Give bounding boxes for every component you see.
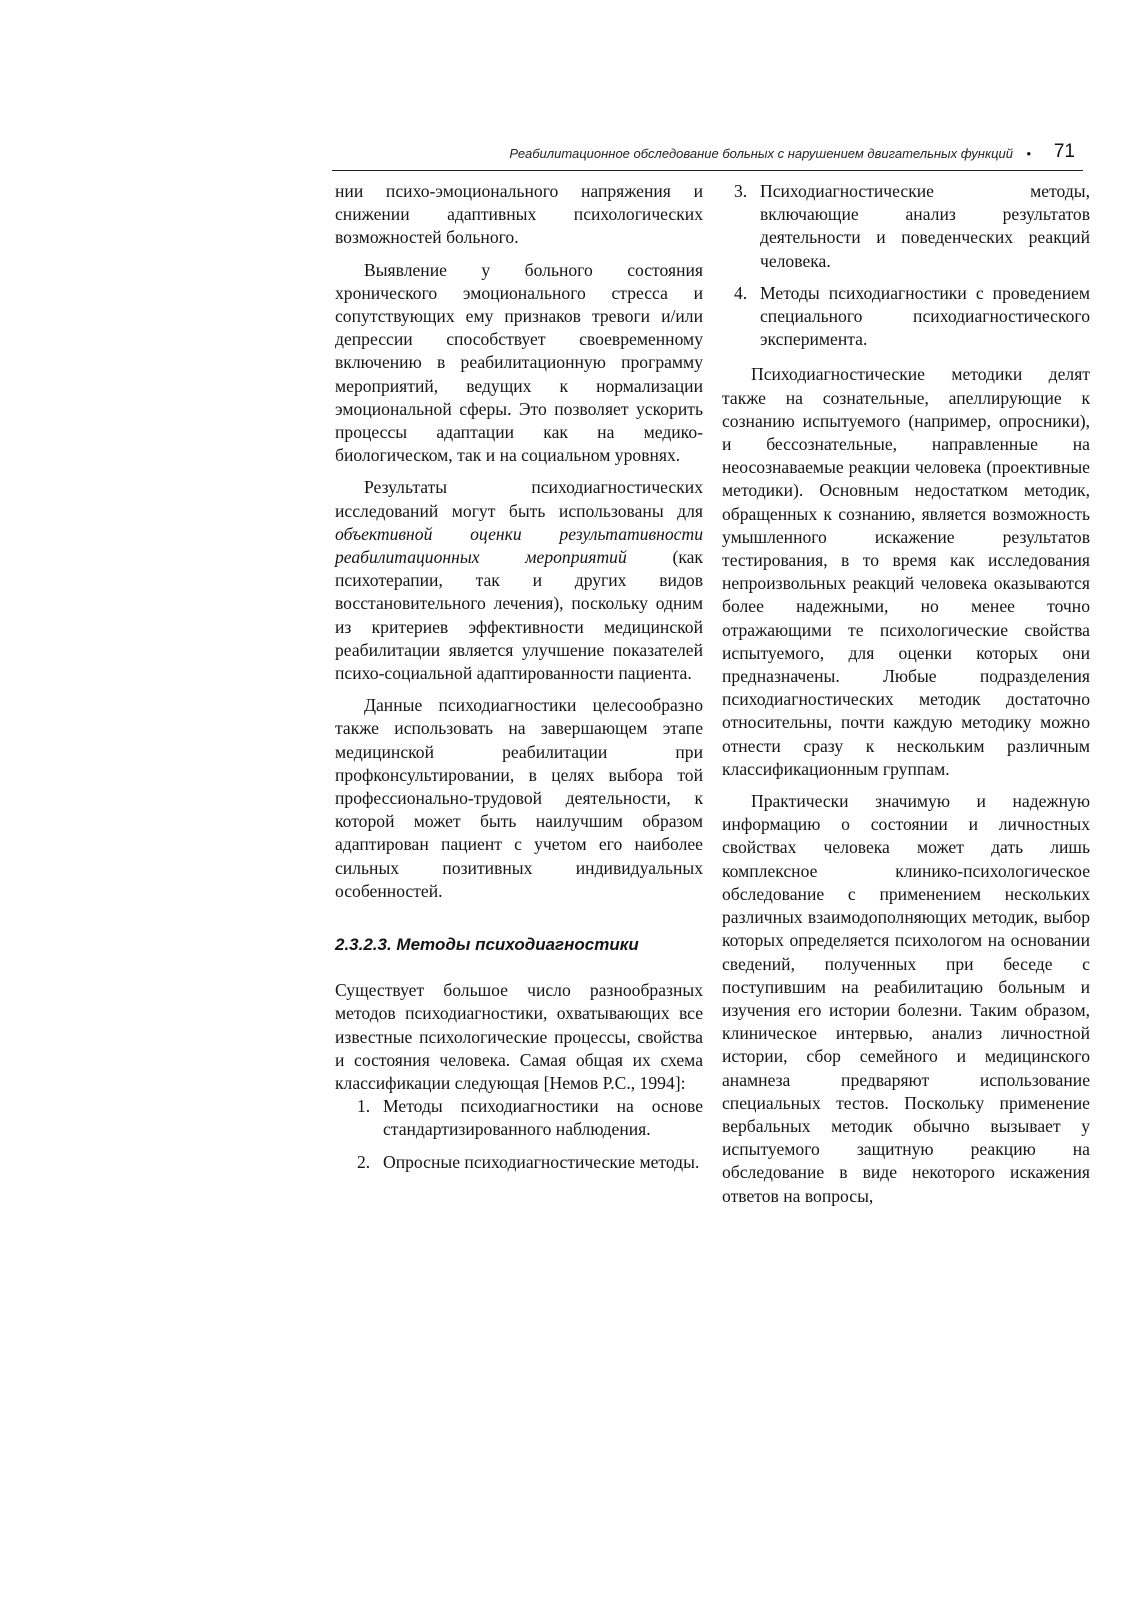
left-column: [335, 180, 703, 1183]
list-number: 4.: [734, 282, 748, 303]
page-number: 71: [1053, 141, 1075, 162]
section-heading: 2.3.2.3. Методы психодиагностики: [335, 935, 639, 955]
list-item: [357, 1095, 703, 1141]
page-header: [332, 140, 1083, 171]
list-item-text: Методы психодиагностики на основе стандартизированного наблюдения.: [383, 1096, 703, 1140]
list-item-text: Опросные психодиагностические методы.: [383, 1151, 700, 1172]
list-item-text: Психодиагностические методы, включающие анализ результатов деятельности и поведенческих реакций человека.: [760, 181, 1090, 271]
list-number: 2.: [357, 1151, 371, 1172]
paragraph: Психодиагностические методики делят также на сознательные, апеллирующие к сознанию испытуемого (например, опросники), и бессознательные, направленные на неосознаваемые реакции человека (проективные методики). Основным недостатком методик, обращенных к сознанию, является возможность умышленного искажение результатов тестирования, в то время как исследования непроизвольных реакций человека оказываются более надежными, но менее точно отражающими те психологические свойства испытуемого, для оценки которых они предназначены. Любые подразделения психодиагностических методик достаточно относительны, почти каждую методику можно отнести сразу к нескольким различным классификационным группам.: [722, 364, 1090, 779]
emphasized-text: объективной оценки результативности реабилитационных мероприятий: [335, 523, 703, 568]
running-title: Реабилитационное обследование больных с нарушением двигательных функций: [509, 146, 1013, 161]
header-bullet: •: [1026, 146, 1031, 161]
paragraph: Данные психодиагностики целесообразно также использовать на завершающем этапе медицинской реабилитации при профконсультировании, в целях выбора той профессионально-трудовой деятельности, к которой может быть наилучшим образом адаптирован пациент с учетом его наиболее сильных позитивных индивидуальных особенностей.: [335, 695, 703, 901]
list-item: [734, 180, 1090, 273]
paragraph: Практически значимую и надежную информацию о состоянии и личностных свойствах человека может дать лишь комплексное клинико-психологическое обследование с применением нескольких различных взаимодополняющих методик, выбор которых определяется психологом на основании сведений, полученных при беседе с поступившим на реабилитацию больным и изучения его истории болезни. Таким образом, клиническое интервью, анализ личностной истории, сбор семейного и медицинского анамнеза предваряют использование специальных тестов. Поскольку применение вербальных методик обычно вызывает у испытуемого защитную реакцию на обследование в виде некоторого искажения ответов на вопросы,: [722, 791, 1090, 1206]
paragraph-text: (как психотерапии, так и других видов восстановительного лечения), поскольку одним из критериев эффективности медицинской реабилитации является улучшение показателей психо-социальной адаптированности пациента.: [335, 547, 703, 684]
list-item: [357, 1151, 703, 1174]
list-item: [734, 282, 1090, 352]
paragraph-text: Результаты психодиагностических исследований могут быть использованы для: [335, 477, 703, 521]
list-number: 3.: [734, 181, 748, 201]
paragraph: Выявление у больного состояния хронического эмоционального стресса и сопутствующих ему признаков тревоги и/или депрессии способствует своевременному включению в реабилитационную программу мероприятий, ведущих к нормализации эмоциональной сферы. Это позволяет ускорить процессы адаптации как на медико-биологическом, так и на социальном уровнях.: [335, 259, 703, 466]
classification-list: [357, 1095, 703, 1174]
classification-list-continued: [734, 180, 1090, 351]
paragraph: [335, 476, 703, 685]
paragraph: Существует большое число разнообразных методов психодиагностики, охватывающих все известные психологические процессы, свойства и состояния человека. Самая общая их схема классификации следующая [Немов Р.С., 1994]:: [335, 980, 703, 1093]
list-item-text: Методы психодиагностики с проведением специального психодиагностического эксперимента.: [760, 282, 1090, 350]
paragraph: нии психо-эмоционального напряжения и снижении адаптивных психологических возможностей больного.: [335, 181, 703, 248]
list-number: 1.: [357, 1096, 371, 1117]
right-column: [722, 180, 1090, 1208]
